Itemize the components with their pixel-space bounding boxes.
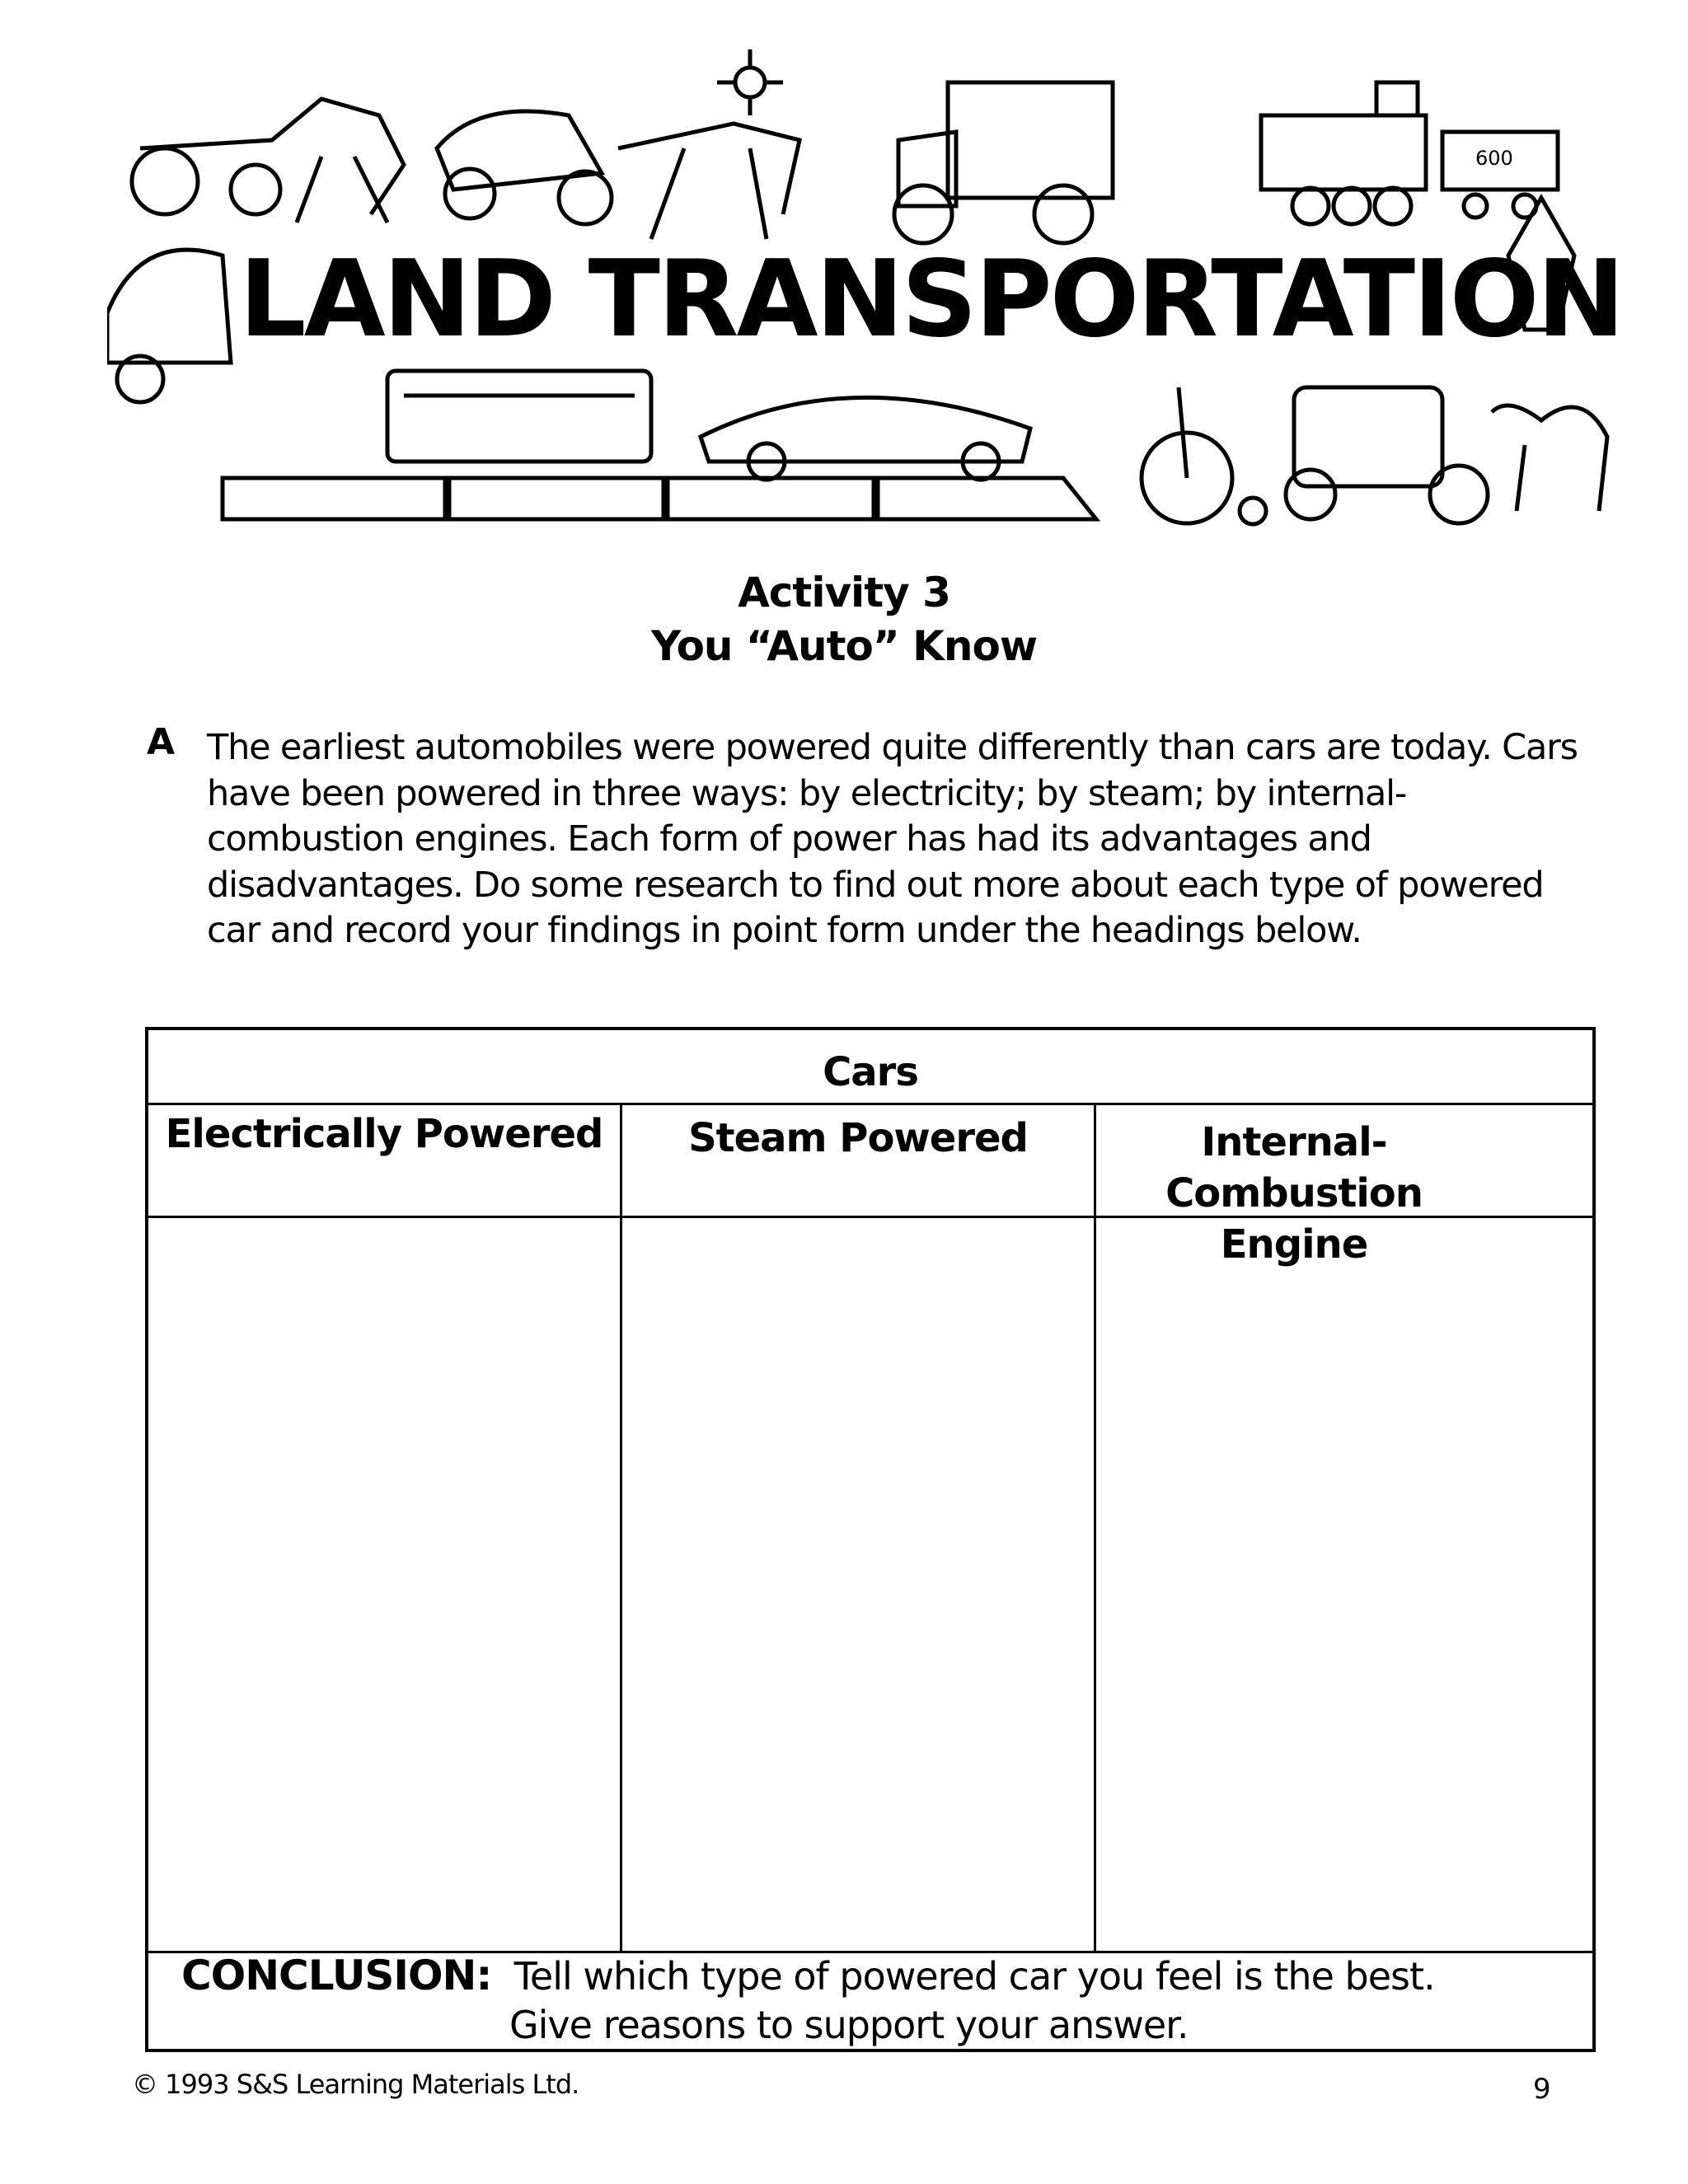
conclusion-line-1: Tell which type of powered car you feel is the best. [513, 1954, 1435, 1999]
combustion-answer-area[interactable] [1096, 1218, 1592, 1950]
train-number: 600 [1475, 147, 1513, 170]
steam-answer-area[interactable] [622, 1218, 1094, 1950]
conclusion [181, 1952, 1435, 2047]
penny-farthing-illustration [1142, 387, 1266, 524]
sports-car-illustration [701, 397, 1030, 480]
model-t-car-illustration [1286, 387, 1488, 523]
passenger-train-illustration [223, 478, 1096, 519]
page-number: 9 [1533, 2073, 1551, 2106]
activity-subtitle: You “Auto” Know [650, 622, 1038, 670]
electric-answer-area[interactable] [148, 1218, 620, 1950]
table-title: Cars [823, 1049, 918, 1095]
copyright: © 1993 S&S Learning Materials Ltd. [132, 2069, 579, 2100]
streetcar-illustration [387, 371, 651, 462]
column-header-electric: Electrically Powered [165, 1111, 603, 1157]
column-header-combustion: Internal-Combustion Engine [1165, 1119, 1423, 1268]
column-header-steam: Steam Powered [688, 1115, 1028, 1161]
section-letter: A [147, 721, 176, 763]
stagecoach-illustration [437, 111, 799, 239]
instructions-paragraph: The earliest automobiles were powered quite differently than cars are today. Cars have been powered in three ways: by electricity; by steam; by internal-combustion engines. Each form of power has had its advantages and disadvantages. Do some research to find out more about each type of powered car and record your findings in point form under the headings below. [207, 727, 1578, 951]
conclusion-label: CONCLUSION: [181, 1952, 492, 1999]
divider [148, 1103, 1592, 1105]
camel-illustration [1492, 405, 1607, 511]
vintage-truck-illustration [894, 82, 1113, 243]
horse-carriage-illustration [132, 99, 404, 223]
steam-locomotive-illustration [1261, 82, 1558, 224]
cars-comparison-table [145, 1027, 1596, 2052]
sun-icon [717, 49, 783, 115]
conclusion-line-2: Give reasons to support your answer. [509, 2003, 1189, 2047]
activity-number: Activity 3 [738, 569, 950, 616]
covered-wagon-illustration [107, 250, 231, 402]
page-title: LAND TRANSPORTATION [239, 238, 1623, 361]
